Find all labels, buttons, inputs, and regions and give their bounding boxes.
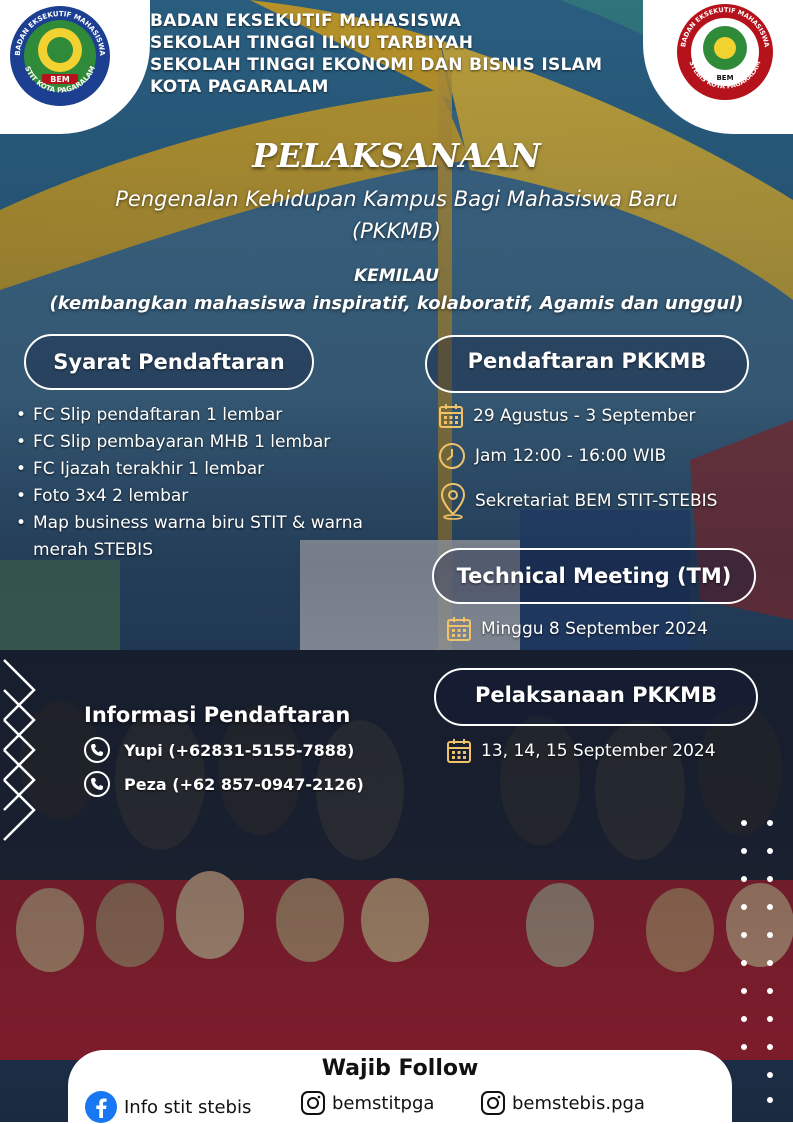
- org-line: SEKOLAH TINGGI EKONOMI DAN BISNIS ISLAM: [150, 55, 603, 75]
- svg-text:BADAN EKSEKUTIF MAHASISWA: [679, 6, 770, 48]
- technical-meeting-date: Minggu 8 September 2024: [481, 619, 708, 639]
- requirement-item: • Map business warna biru STIT & warna merah STEBIS: [16, 510, 376, 564]
- registration-location: Sekretariat BEM STIT-STEBIS: [475, 491, 718, 511]
- calendar-icon: [437, 402, 465, 430]
- contact-row: [84, 737, 354, 763]
- logo-right-center-text: BEM: [716, 74, 734, 82]
- phone-icon: [84, 737, 110, 763]
- event-subtitle: [20, 183, 773, 247]
- requirement-item: • FC Ijazah terakhir 1 lembar: [16, 456, 376, 483]
- social-label: Info stit stebis: [124, 1096, 252, 1118]
- implementation-date-row: [445, 737, 716, 765]
- logo-left-center-text: BEM: [50, 75, 70, 84]
- organization-name: [150, 10, 602, 98]
- social-label: bemstebis.pga: [512, 1092, 645, 1114]
- logo-right-top-text: BADAN EKSEKUTIF MAHASISWA: [679, 5, 771, 48]
- social-instagram-bemstitpga[interactable]: [300, 1090, 434, 1116]
- logo-left-top-text: BADAN EKSEKUTIF MAHASISWA: [13, 9, 107, 57]
- instagram-icon: [480, 1090, 506, 1116]
- phone-icon: [84, 771, 110, 797]
- requirements-heading: Syarat Pendaftaran: [24, 334, 314, 390]
- facebook-icon: [84, 1090, 118, 1124]
- bem-stit-logo-text: [8, 4, 112, 108]
- technical-meeting-date-row: [445, 615, 708, 643]
- requirement-item: • FC Slip pendaftaran 1 lembar: [16, 402, 376, 429]
- requirements-list: [16, 402, 376, 564]
- requirement-item: • Foto 3x4 2 lembar: [16, 483, 376, 510]
- instagram-icon: [300, 1090, 326, 1116]
- registration-time: Jam 12:00 - 16:00 WIB: [475, 446, 667, 466]
- theme-tagline: KEMILAU: [353, 266, 440, 286]
- location-pin-icon: [439, 482, 467, 520]
- logo-left-bottom-text: STIT KOTA PAGARALAM: [23, 64, 98, 95]
- registration-date: 29 Agustus - 3 September: [473, 406, 696, 426]
- social-label: bemstitpga: [332, 1092, 435, 1114]
- logo-right-bottom-text: STEBIS KOTA PAGARALAM: [687, 59, 763, 91]
- social-facebook[interactable]: [84, 1090, 251, 1124]
- technical-meeting-heading: Technical Meeting (TM): [432, 548, 756, 604]
- contact-person: Peza (+62 857-0947-2126): [124, 774, 364, 794]
- implementation-date: 13, 14, 15 September 2024: [481, 741, 716, 761]
- calendar-icon: [445, 737, 473, 765]
- requirement-item: • FC Slip pembayaran MHB 1 lembar: [16, 429, 376, 456]
- clock-icon: [437, 441, 467, 471]
- contact-row: [84, 771, 364, 797]
- main-title: PELAKSANAAN: [252, 136, 541, 175]
- org-line: KOTA PAGARALAM: [150, 77, 329, 97]
- registration-location-row: [439, 482, 717, 520]
- theme-expansion: (kembangkan mahasiswa inspiratif, kolaboratif, Agamis dan unggul): [49, 293, 744, 314]
- subtitle-line: Pengenalan Kehidupan Kampus Bagi Mahasiswa Baru: [115, 187, 678, 211]
- follow-footer: [68, 1050, 732, 1122]
- org-line: SEKOLAH TINGGI ILMU TARBIYAH: [150, 33, 474, 53]
- bem-stebis-logo-text: [675, 2, 775, 102]
- theme-block: [0, 262, 793, 318]
- registration-heading: Pendaftaran PKKMB: [425, 335, 749, 393]
- calendar-icon: [445, 615, 473, 643]
- subtitle-acronym: (PKKMB): [351, 219, 442, 243]
- registration-date-row: [437, 402, 696, 430]
- follow-heading: Wajib Follow: [321, 1056, 479, 1081]
- contact-person: Yupi (+62831-5155-7888): [124, 740, 355, 760]
- implementation-heading: Pelaksanaan PKKMB: [434, 668, 758, 726]
- svg-text:BADAN EKSEKUTIF MAHASISWA: [14, 10, 106, 57]
- org-line: BADAN EKSEKUTIF MAHASISWA: [150, 11, 462, 31]
- social-instagram-bemstebis[interactable]: [480, 1090, 645, 1116]
- registration-time-row: [437, 441, 666, 471]
- contact-heading: Informasi Pendaftaran: [84, 703, 351, 727]
